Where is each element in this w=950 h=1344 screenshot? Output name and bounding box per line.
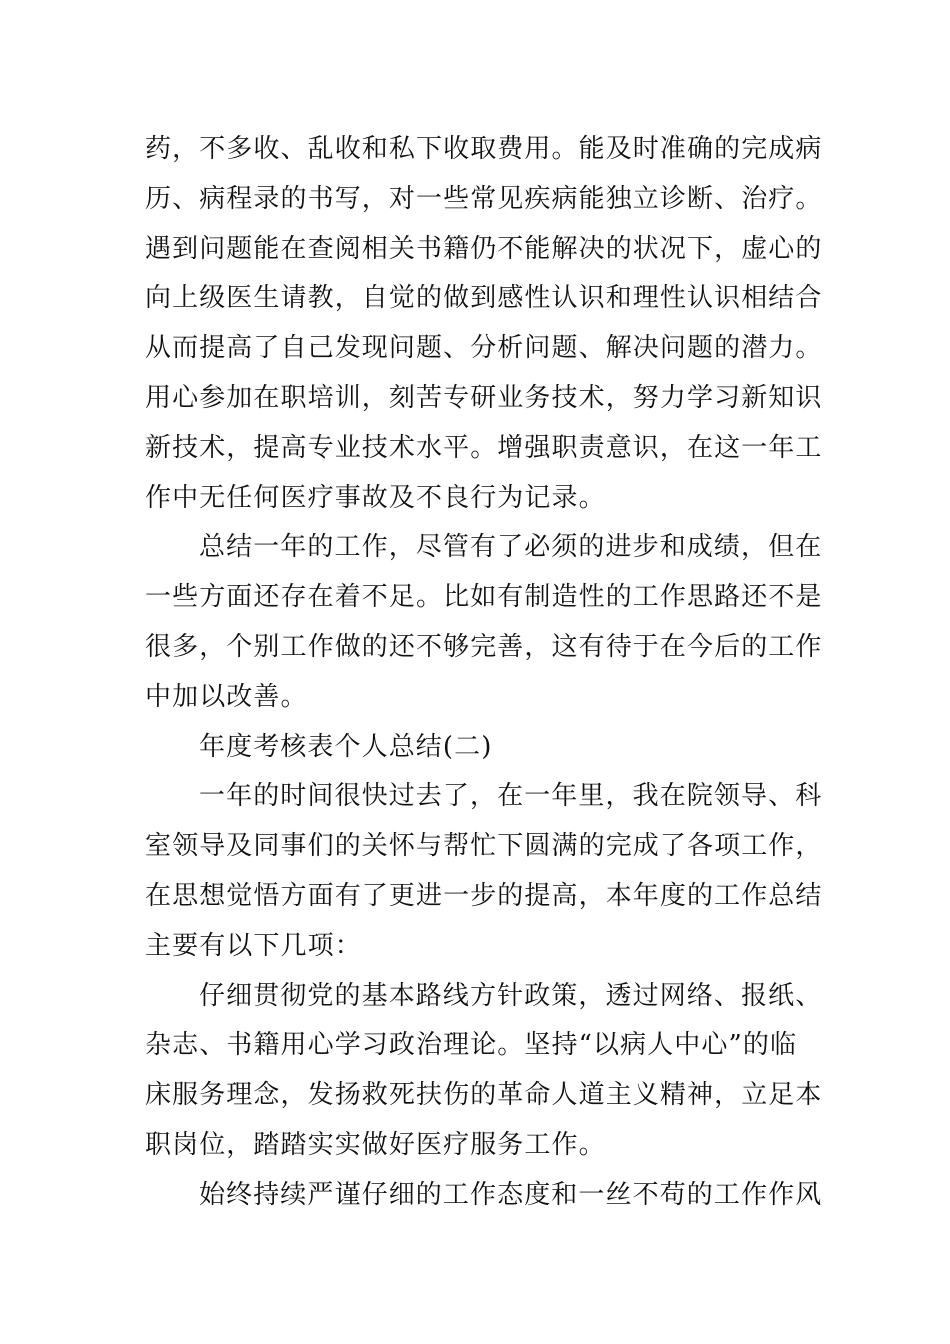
paragraph-continued: [145, 125, 823, 523]
text-line: 主要有以下几项：: [145, 930, 362, 961]
paragraph-summary: [145, 523, 823, 722]
paragraph-attitude: [145, 1171, 823, 1221]
text-line: 作中无任何医疗事故及不良行为记录。: [145, 482, 606, 513]
text-line: 从而提高了自己发现问题、分析问题、解决问题的潜力。: [145, 333, 823, 364]
text-line: 职岗位，踏踏实实做好医疗服务工作。: [145, 1129, 606, 1160]
text-line: 用心参加在职培训，刻苦专研业务技术，努力学习新知识: [145, 382, 823, 413]
text-line: 中加以改善。: [145, 681, 308, 712]
text-line: 仔细贯彻党的基本路线方针政策，透过网络、报纸、: [199, 980, 823, 1011]
text-line: 在思想觉悟方面有了更进一步的提高，本年度的工作总结: [145, 880, 823, 911]
text-line: 历、病程录的书写，对一些常见疾病能独立诊断、治疗。: [145, 183, 823, 214]
text-line: 一年的时间很快过去了，在一年里，我在院领导、科: [199, 781, 823, 812]
paragraph-intro: [145, 772, 823, 971]
text-line: 新技术，提高专业技术水平。增强职责意识，在这一年工: [145, 432, 823, 463]
section-heading: [145, 723, 815, 773]
document-body: [145, 125, 823, 1221]
text-line: 始终持续严谨仔细的工作态度和一丝不苟的工作作风: [199, 1179, 823, 1210]
text-line: 杂志、书籍用心学习政治理论。坚持“以病人中心”的临: [145, 1030, 798, 1061]
section-heading-text: 年度考核表个人总结(二): [199, 731, 493, 762]
text-line: 一些方面还存在着不足。比如有制造性的工作思路还不是: [145, 582, 823, 613]
text-line: 室领导及同事们的关怀与帮忙下圆满的完成了各项工作，: [145, 831, 823, 862]
text-line: 总结一年的工作，尽管有了必须的进步和成绩，但在: [199, 532, 823, 563]
text-line: 向上级医生请教，自觉的做到感性认识和理性认识相结合: [145, 283, 823, 314]
text-line: 床服务理念，发扬救死扶伤的革命人道主义精神，立足本: [145, 1080, 823, 1111]
text-line: 药，不多收、乱收和私下收取费用。能及时准确的完成病: [145, 134, 823, 164]
text-line: 很多，个别工作做的还不够完善，这有待于在今后的工作: [145, 631, 823, 662]
text-line: 遇到问题能在查阅相关书籍仍不能解决的状况下，虚心的: [145, 233, 823, 264]
paragraph-policy: [145, 972, 823, 1171]
